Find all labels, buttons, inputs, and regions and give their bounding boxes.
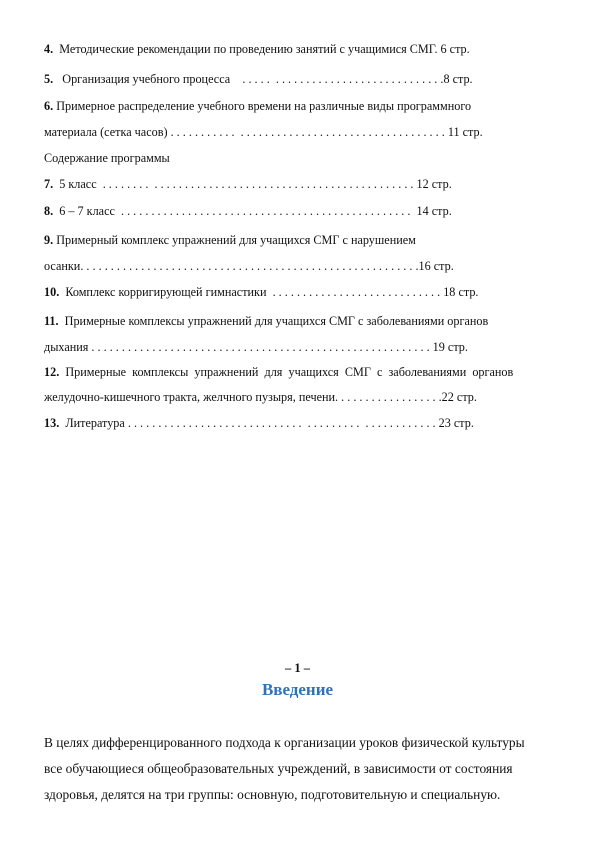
toc-line [44,204,556,219]
toc-text: материала (сетка часов) . . . . . . . . . . . . . . . . . . . . . . . . . . . . . . . . . . . . . . . . . . . . . 11 стр. [44,125,483,139]
toc-line [44,340,556,355]
toc-number: 7. [44,177,54,191]
toc-line [44,390,556,405]
toc-number: 11. [44,314,59,328]
toc-line [44,177,556,192]
toc-text: Методические рекомендации по проведению занятий с учащимися СМГ. 6 стр. [53,42,470,56]
paragraph-line: здоровья, делятся на три группы: основную, подготовительную и специальную. [44,787,501,802]
toc-number: 8. [44,204,54,218]
paragraph-line: В целях дифференцированного подхода к организации уроков физической культуры [44,735,525,750]
toc-line [44,285,556,300]
toc-number: 6. [44,99,54,113]
toc-text: Литература . . . . . . . . . . . . . . . . . . . . . . . . . . . . . . . . . . . . . . . . . . . . . . . . . . 23 стр. [59,416,474,430]
toc-text: Организация учебного процесса . . . . . . . . . . . . . . . . . . . . . . . . . . . . . . . . .8 стр. [53,72,473,86]
toc-text: дыхания . . . . . . . . . . . . . . . . . . . . . . . . . . . . . . . . . . . . . . . . . . . . . . . . . . . . . . . . 19 стр. [44,340,468,354]
toc-line [44,42,556,57]
section-heading: Введение [261,680,334,699]
toc-line [44,259,556,274]
toc-number: 5. [44,72,54,86]
toc-number: 10. [44,285,60,299]
toc-text: Примерные комплексы упражнений для учащихся СМГ с заболеваниями органов [59,365,514,379]
toc-text: Комплекс корригирующей гимнастики . . . . . . . . . . . . . . . . . . . . . . . . . . . . 18 стр. [59,285,479,299]
toc-line [44,233,556,248]
toc-text: желудочно-кишечного тракта, желчного пузыря, печени. . . . . . . . . . . . . . . . . .22 стр. [44,390,477,404]
toc-text: 5 класс . . . . . . . . . . . . . . . . . . . . . . . . . . . . . . . . . . . . . . . . . . . . . . . . . . . 12 стр. [53,177,452,191]
paragraph-line: все обучающиеся общеобразовательных учреждений, в зависимости от состояния [44,761,513,776]
toc-number: 13. [44,416,60,430]
toc-text: Примерное распределение учебного времени на различные виды программного [53,99,472,113]
toc-number: 12. [44,365,60,379]
toc-line [44,151,556,166]
toc-text: Примерные комплексы упражнений для учащихся СМГ с заболеваниями органов [58,314,489,328]
toc-line [44,416,556,431]
toc-line [44,99,556,114]
toc-line [44,72,556,87]
toc-number: 9. [44,233,54,247]
toc-text: Примерный комплекс упражнений для учащихся СМГ с нарушением [53,233,416,247]
toc-text: 6 – 7 класс . . . . . . . . . . . . . . . . . . . . . . . . . . . . . . . . . . . . . . . . . . . . . . . . 14 стр. [53,204,452,218]
toc-line [44,314,556,329]
toc-number: 4. [44,42,54,56]
page-number: – 1 – [285,661,310,675]
toc-line [44,365,556,380]
toc-line [44,125,556,140]
toc-text: Содержание программы [44,151,170,165]
toc-text: осанки. . . . . . . . . . . . . . . . . . . . . . . . . . . . . . . . . . . . . . . . . . . . . . . . . . . . . . . .16 стр. [44,259,454,273]
